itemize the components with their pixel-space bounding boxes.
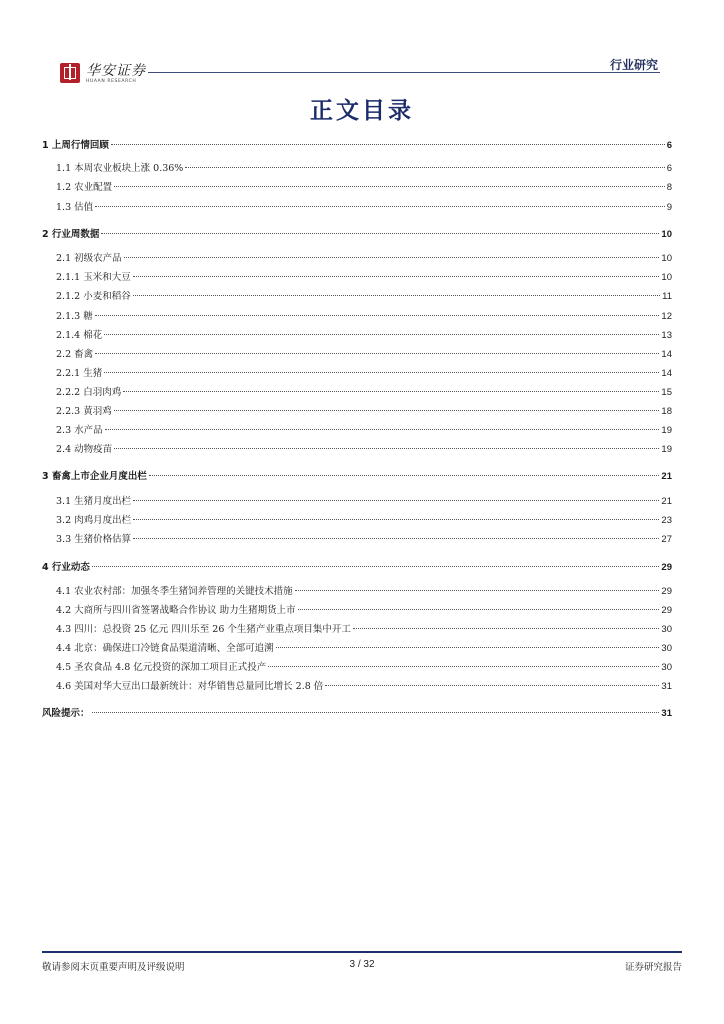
toc-dot-leader [114,448,659,449]
toc-entry-title: 3.2 肉鸡月度出栏 [56,515,132,526]
toc-entry-page: 6 [666,163,672,174]
toc-dot-leader [149,475,660,476]
report-category: 行业研究 [609,58,658,72]
toc-entry[interactable] [42,642,672,656]
toc-entry-page: 21 [661,496,672,507]
toc-entry[interactable] [42,386,672,400]
toc-entry[interactable] [42,367,672,381]
toc-entry[interactable] [42,162,672,176]
toc-entry[interactable] [42,623,672,637]
toc-dot-leader [123,391,659,392]
toc-entry[interactable] [42,228,672,242]
toc-entry[interactable] [42,680,672,694]
toc-entry-page: 10 [661,229,672,240]
toc-entry-page: 31 [661,708,672,719]
toc-entry-title: 2.1.1 玉米和大豆 [56,272,131,283]
toc-entry[interactable] [42,329,672,343]
toc-entry[interactable] [42,561,672,575]
toc-entry-title: 3 畜禽上市企业月度出栏 [42,471,147,482]
toc-entry-page: 30 [661,624,672,635]
toc-entry-page: 31 [661,681,672,692]
toc-entry-title: 2.1 初级农产品 [56,253,122,264]
toc-entry-page: 30 [661,643,672,654]
toc-entry-title: 2.1.3 糖 [56,311,93,322]
footer-disclaimer: 敬请参阅末页重要声明及评级说明 [42,962,185,973]
toc-entry-page: 23 [661,515,672,526]
toc-dot-leader [92,712,660,713]
toc-dot-leader [133,276,660,277]
toc-dot-leader [133,500,659,501]
toc-dot-leader [124,257,660,258]
toc-entry[interactable] [42,604,672,618]
toc-entry-page: 15 [661,387,672,398]
toc-dot-leader [133,519,659,520]
toc-entry[interactable] [42,514,672,528]
toc-entry-page: 10 [661,272,672,283]
toc-entry-title: 4.2 大商所与四川省签署战略合作协议 助力生猪期货上市 [56,605,296,616]
toc-entry[interactable] [42,495,672,509]
toc-entry[interactable] [42,470,672,484]
toc-dot-leader [133,538,659,539]
toc-dot-leader [295,590,660,591]
toc-entry-title: 2 行业周数据 [42,229,100,240]
toc-dot-leader [133,295,660,296]
footer-divider [42,951,682,953]
toc-entry-title: 4.3 四川：总投资 25 亿元 四川乐至 26 个生猪产业重点项目集中开工 [56,624,351,635]
toc-entry[interactable] [42,310,672,324]
company-logo-icon [60,63,80,83]
toc-dot-leader [276,647,660,648]
toc-entry[interactable] [42,533,672,547]
toc-dot-leader [95,206,665,207]
toc-entry-title: 风险提示： [42,708,90,719]
toc-entry-page: 19 [661,444,672,455]
toc-dot-leader [353,628,660,629]
toc-entry[interactable] [42,585,672,599]
toc-dot-leader [114,186,665,187]
toc-entry-title: 2.2.1 生猪 [56,368,103,379]
toc-entry-title: 4.1 农业农村部：加强冬季生猪饲养管理的关键技术措施 [56,586,293,597]
toc-entry-title: 4.6 美国对华大豆出口最新统计：对华销售总量同比增长 2.8 倍 [56,681,324,692]
toc-entry-title: 1.3 估值 [56,202,94,213]
toc-dot-leader [298,609,660,610]
toc-entry-page: 13 [661,330,672,341]
toc-entry[interactable] [42,252,672,266]
toc-entry-title: 2.1.4 棉花 [56,330,103,341]
toc-dot-leader [325,685,659,686]
header-divider [148,72,660,73]
toc-dot-leader [105,429,660,430]
logo-subtitle: HUAAN RESEARCH [86,79,137,84]
toc-entry-page: 18 [661,406,672,417]
footer-doc-type: 证券研究报告 [624,962,682,973]
toc-dot-leader [92,566,660,567]
toc-dot-leader [185,167,664,168]
page-number: 3 / 32 [349,959,375,970]
toc-entry-page: 29 [661,605,672,616]
toc-entry-title: 2.2.3 黄羽鸡 [56,406,112,417]
toc-entry-page: 12 [661,311,672,322]
toc-entry-page: 21 [661,471,672,482]
toc-entry[interactable] [42,661,672,675]
toc-dot-leader [95,315,660,316]
toc-entry[interactable] [42,405,672,419]
toc-entry-title: 2.3 水产品 [56,425,103,436]
page-title: 正文目录 [310,98,414,124]
toc-entry-title: 1.2 农业配置 [56,182,113,193]
logo-text: 华安证券 [86,63,146,79]
toc-entry[interactable] [42,424,672,438]
toc-entry-title: 1 上周行情回顾 [42,140,109,151]
toc-entry-page: 9 [666,202,672,213]
toc-dot-leader [95,353,659,354]
toc-entry-page: 30 [661,662,672,673]
toc-entry-page: 14 [661,349,672,360]
toc-entry-title: 2.4 动物疫苗 [56,444,113,455]
toc-entry-page: 19 [661,425,672,436]
toc-entry[interactable] [42,181,672,195]
toc-entry-page: 11 [662,291,672,302]
toc-entry-title: 3.1 生猪月度出栏 [56,496,132,507]
toc-dot-leader [114,410,660,411]
toc-entry-page: 27 [661,534,672,545]
toc-entry-title: 2.2 畜禽 [56,349,94,360]
toc-entry-page: 29 [661,586,672,597]
toc-dot-leader [111,144,665,145]
toc-entry-page: 8 [666,182,672,193]
toc-entry[interactable] [42,139,672,153]
toc-entry[interactable] [42,443,672,457]
toc-entry-page: 10 [661,253,672,264]
toc-dot-leader [104,334,659,335]
toc-entry[interactable] [42,271,672,285]
toc-dot-leader [104,372,659,373]
toc-entry-title: 4 行业动态 [42,562,90,573]
toc-entry-title: 3.3 生猪价格估算 [56,534,132,545]
toc-entry-title: 4.4 北京：确保进口冷链食品渠道清晰、全部可追溯 [56,643,274,654]
toc-entry[interactable] [42,201,672,215]
page-header [0,0,724,90]
toc-dot-leader [268,666,659,667]
toc-entry-title: 2.2.2 白羽肉鸡 [56,387,122,398]
toc-entry-page: 6 [666,140,672,151]
toc-entry[interactable] [42,290,672,304]
toc-entry-page: 29 [661,562,672,573]
toc-entry[interactable] [42,707,672,721]
toc-entry-page: 14 [661,368,672,379]
toc-entry-title: 1.1 本周农业板块上涨 0.36% [56,163,184,174]
toc-entry[interactable] [42,348,672,362]
toc-dot-leader [101,233,659,234]
toc-entry-title: 4.5 圣农食品 4.8 亿元投资的深加工项目正式投产 [56,662,267,673]
toc-entry-title: 2.1.2 小麦和稻谷 [56,291,131,302]
